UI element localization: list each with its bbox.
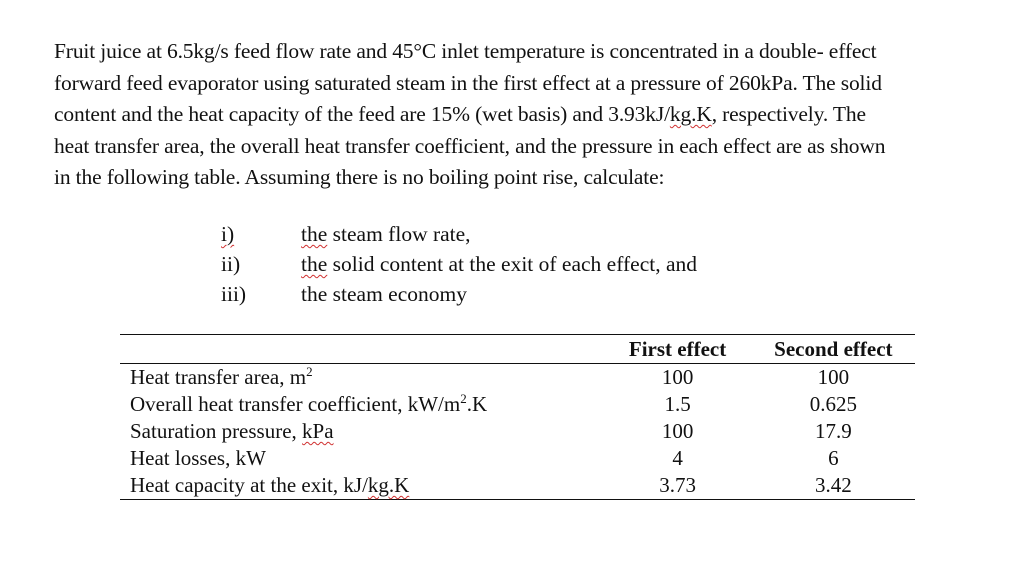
- row-label: Overall heat transfer coefficient, $kW/m^2.K$: [130, 391, 488, 416]
- header-second-effect: Second effect: [752, 335, 915, 364]
- row-label: Heat transfer area, $m^2$: [130, 364, 313, 389]
- table-row: [120, 364, 915, 392]
- cell-second: 0.625: [809, 392, 857, 416]
- task-list: [221, 219, 697, 309]
- task-item: [221, 219, 697, 249]
- cell-second: 3.42: [752, 472, 915, 500]
- table-row: [120, 418, 915, 445]
- task-item: [221, 249, 697, 279]
- cell-first: 3.73: [603, 472, 751, 500]
- cell-first: 100: [661, 365, 694, 389]
- task-number: iii): [221, 282, 247, 306]
- task-text: the steam economy: [301, 282, 467, 306]
- task-item: [221, 279, 697, 309]
- table-row: [120, 391, 915, 418]
- problem-line-4: heat transfer area, the overall heat transfer coefficient, and the pressure in each effect are as shown: [54, 133, 886, 158]
- header-blank: [120, 335, 603, 364]
- table-row: [120, 445, 915, 472]
- cell-first: 1.5: [664, 392, 691, 416]
- header-first-effect: First effect: [603, 335, 751, 364]
- row-label: Heat losses, kW: [130, 446, 266, 470]
- task-number: ii): [221, 252, 241, 276]
- problem-line-1: Fruit juice at 6.5kg/s feed flow rate and 45°C inlet temperature is concentrated in a double- effect: [54, 39, 877, 63]
- problem-line-3: content and the heat capacity of the feed are 15% (wet basis) and 3.93kJ/kg.K, respectively. The: [54, 102, 866, 126]
- row-label: Heat capacity at the exit, kJ/kg.K: [120, 472, 603, 500]
- problem-statement: [54, 36, 984, 194]
- cell-second: 17.9: [814, 419, 852, 443]
- row-label: Saturation pressure, kPa: [130, 419, 334, 443]
- task-text: the steam flow rate,: [301, 222, 471, 246]
- task-number: i): [221, 222, 235, 246]
- cell-second: 6: [828, 446, 839, 470]
- table-header-row: [120, 335, 915, 364]
- cell-first: 100: [661, 419, 694, 443]
- table-row: [120, 472, 915, 500]
- cell-second: 100: [817, 365, 850, 389]
- effects-table: [120, 334, 915, 500]
- task-text: the solid content at the exit of each effect, and: [301, 252, 698, 276]
- cell-first: 4: [672, 446, 683, 470]
- unit-kgk: kg.K: [669, 102, 712, 126]
- problem-line-2: forward feed evaporator using saturated steam in the first effect at a pressure of 260kPa. The solid: [54, 70, 882, 95]
- problem-line-5: in the following table. Assuming there is no boiling point rise, calculate:: [54, 165, 665, 189]
